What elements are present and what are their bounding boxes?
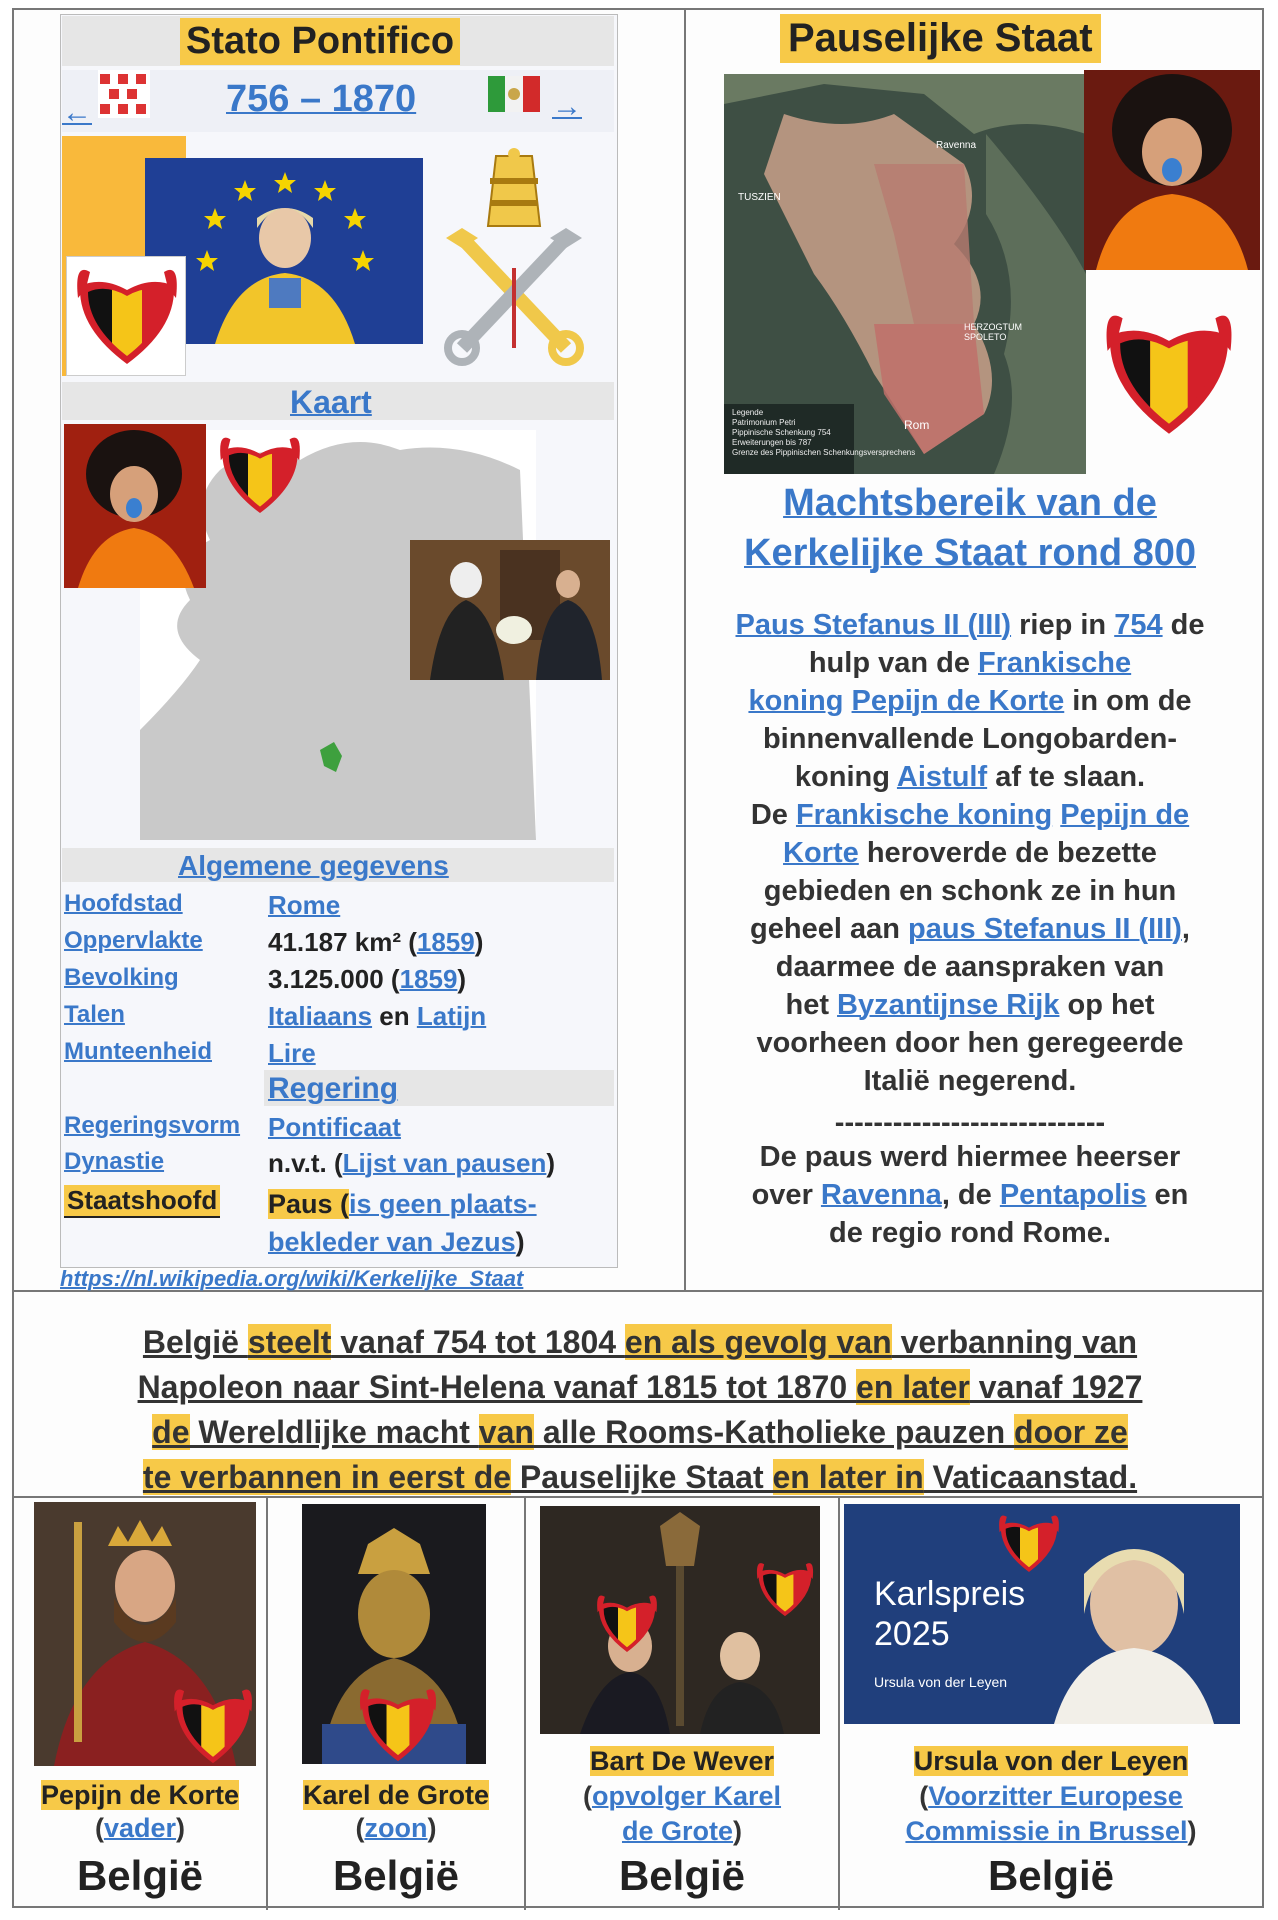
- text-segment: verbanning van: [891, 1324, 1138, 1360]
- text-segment: hulp van de: [808, 647, 979, 679]
- person-role-link[interactable]: Voorzitter Europese: [928, 1781, 1183, 1811]
- people-divider-1: [266, 1496, 268, 1910]
- text-segment: daarmee de aanspraken van: [775, 951, 1165, 983]
- person-relation-link[interactable]: zoon: [364, 1813, 428, 1843]
- statement-line: [20, 1365, 1260, 1410]
- country-label: België: [987, 1852, 1115, 1899]
- text-segment: geheel aan: [750, 913, 908, 945]
- text-segment: gebieden en schonk ze in hun: [763, 875, 1177, 907]
- inline-link[interactable]: paus Stefanus II (III): [907, 913, 1182, 945]
- row-label-dynasty[interactable]: Dynastie: [64, 1148, 165, 1175]
- country-label: België: [332, 1852, 460, 1899]
- belgian-devil-shield-icon: [754, 1556, 816, 1620]
- map-place-tuszien: TUSZIEN: [738, 192, 781, 203]
- belgian-devil-shield-icon: [996, 1508, 1062, 1576]
- italian-link[interactable]: Italiaans: [268, 1001, 373, 1031]
- population-close: ): [457, 964, 467, 994]
- capital-link[interactable]: Rome: [268, 890, 341, 920]
- person-relation-link[interactable]: de Grote: [621, 1816, 734, 1846]
- row-value-languages: [268, 1001, 486, 1032]
- separator-line: ----------------------------: [834, 1107, 1106, 1139]
- row-label-currency[interactable]: Munteenheid: [64, 1038, 212, 1065]
- map-legend-item: Pippinische Schenkung 754: [732, 428, 831, 437]
- person-role-link[interactable]: Commissie in Brussel: [905, 1816, 1188, 1846]
- map-place-rom: Rom: [904, 418, 930, 432]
- text-segment: Vaticaanstad.: [923, 1459, 1138, 1495]
- eu-speech-photo: [145, 158, 423, 344]
- lire-link[interactable]: Lire: [268, 1038, 316, 1068]
- row-value-population: [268, 964, 466, 995]
- highlighted-text: en later in: [772, 1459, 924, 1495]
- row-label-government[interactable]: Regeringsvorm: [64, 1112, 241, 1139]
- person-name: Pepijn de Korte: [40, 1780, 240, 1810]
- text-segment: in om de: [1064, 685, 1192, 717]
- row-label-languages[interactable]: Talen: [64, 1001, 125, 1028]
- languages-and: en: [372, 1001, 417, 1031]
- statement-line: [20, 1410, 1260, 1455]
- text-segment: over: [751, 1179, 821, 1211]
- text-segment: [843, 685, 851, 717]
- head-of-state-link-1[interactable]: is geen plaats-: [349, 1189, 537, 1219]
- patriarch-putin-photo: [410, 540, 610, 680]
- person-name: Bart De Wever: [589, 1746, 775, 1776]
- paragraph-line: [690, 1214, 1250, 1252]
- paragraph-line: [690, 1176, 1250, 1214]
- map-legend-item: Erweiterungen bis 787: [732, 438, 812, 447]
- belgian-devil-shield-icon: [216, 428, 304, 518]
- map-legend-item: Patrimonium Petri: [732, 418, 796, 427]
- row-label-capital[interactable]: Hoofdstad: [64, 890, 183, 917]
- history-paragraph-2: [690, 1138, 1250, 1252]
- text-segment: Napoleon naar Sint-Helena vanaf 1815 tot 1870: [137, 1369, 857, 1405]
- text-segment: koning: [794, 761, 897, 793]
- text-segment: vanaf 754 tot 1804: [331, 1324, 625, 1360]
- highlighted-text: en later: [856, 1369, 970, 1405]
- paragraph-line: [690, 644, 1250, 682]
- prev-arrow-link[interactable]: ←: [62, 96, 92, 129]
- italian-flag-icon: [488, 76, 540, 112]
- column-divider: [684, 8, 686, 1290]
- text-segment: alle Rooms-Katholieke pauzen: [533, 1414, 1015, 1450]
- paragraph-line: [690, 1062, 1250, 1100]
- next-arrow-link[interactable]: →: [552, 90, 582, 123]
- map-legend-item: Grenze des Pippinischen Schenkungsversprechens: [732, 448, 916, 457]
- regering-heading[interactable]: Regering: [268, 1072, 399, 1105]
- karlspreis-year: 2025: [874, 1615, 950, 1653]
- dynasty-close: ): [546, 1148, 556, 1178]
- head-of-state-link-2[interactable]: bekleder van Jezus: [268, 1227, 516, 1257]
- row-value-currency: [268, 1038, 316, 1069]
- map-place-ravenna: Ravenna: [936, 140, 977, 151]
- map-legend-title: Legende: [732, 408, 764, 417]
- inline-link[interactable]: Korte: [783, 837, 859, 869]
- popes-list-link[interactable]: Lijst van pausen: [342, 1148, 547, 1178]
- paragraph-line: [690, 796, 1250, 834]
- map-heading[interactable]: Kaart: [290, 384, 372, 420]
- belgian-devil-shield-icon: [1100, 300, 1238, 442]
- map-legend: [732, 408, 915, 458]
- person-relation-link[interactable]: opvolger Karel: [591, 1781, 782, 1811]
- area-year-link[interactable]: 1859: [416, 927, 475, 957]
- population-value: 3.125.000 (: [268, 964, 400, 994]
- statement-block: [20, 1320, 1260, 1500]
- text-segment: Wereldlijke macht: [189, 1414, 479, 1450]
- belgian-devil-shield-icon: [356, 1680, 440, 1766]
- person-relation-link[interactable]: vader: [103, 1813, 177, 1843]
- papal-flag-icon: [98, 70, 150, 118]
- paragraph-line: [690, 948, 1250, 986]
- person-caption-bart: Bart De Wever (opvolger Karel de Grote): [582, 1746, 782, 1846]
- text-segment: België: [142, 1324, 248, 1360]
- highlighted-text: en als gevolg van: [624, 1324, 892, 1360]
- paragraph-line: [690, 1024, 1250, 1062]
- drag-performer-photo-left: [64, 424, 206, 588]
- text-segment: Pauselijke Staat: [511, 1459, 773, 1495]
- dynasty-value: n.v.t. (: [268, 1148, 343, 1178]
- highlighted-text: de: [152, 1414, 190, 1450]
- infobox-years[interactable]: 756 – 1870: [226, 78, 417, 120]
- statement-line: [20, 1320, 1260, 1365]
- right-title: Pauselijke Staat: [780, 14, 1101, 63]
- row-value-head-of-state: [268, 1185, 537, 1261]
- text-segment: voorheen door hen geregeerde: [756, 1027, 1184, 1059]
- papal-keys-emblem-icon: [432, 148, 596, 366]
- text-segment: de: [1162, 609, 1205, 641]
- text-segment: op het: [1059, 989, 1155, 1021]
- text-segment: De: [750, 799, 796, 831]
- bart-de-wever-photo: [540, 1506, 820, 1734]
- text-segment: ,: [1181, 913, 1190, 945]
- text-segment: heroverde de bezette: [858, 837, 1157, 869]
- paragraph-line: [690, 606, 1250, 644]
- map-place-spoleto: HERZOGTUM SPOLETO: [964, 322, 1022, 342]
- statement-line: [20, 1455, 1260, 1500]
- row-label-head-of-state: Staatshoofd: [64, 1185, 220, 1218]
- paragraph-line: [690, 1138, 1250, 1176]
- map-caption-line-2[interactable]: Kerkelijke Staat rond 800: [744, 532, 1196, 574]
- inline-link[interactable]: Ravenna: [820, 1179, 942, 1211]
- highlighted-text: van: [478, 1414, 534, 1450]
- paragraph-line: [690, 872, 1250, 910]
- text-segment: De paus werd hiermee heerser: [759, 1141, 1181, 1173]
- row-label-population[interactable]: Bevolking: [64, 964, 179, 991]
- map-caption-line-1[interactable]: Machtsbereik van de: [783, 482, 1157, 524]
- highlighted-text: door ze: [1014, 1414, 1128, 1450]
- row-value-capital: [268, 890, 340, 921]
- inline-link[interactable]: koning: [748, 685, 844, 717]
- latin-link[interactable]: Latijn: [416, 1001, 487, 1031]
- general-heading[interactable]: Algemene gegevens: [178, 850, 449, 881]
- text-segment: vanaf 1927: [969, 1369, 1143, 1405]
- pontificate-link[interactable]: Pontificaat: [268, 1112, 401, 1142]
- row-value-dynasty: [268, 1148, 555, 1179]
- inline-link[interactable]: Pepijn de Korte: [851, 685, 1065, 717]
- row-value-government: [268, 1112, 401, 1143]
- person-name: Ursula von der Leyen: [913, 1746, 1189, 1776]
- area-close: ): [474, 927, 484, 957]
- text-segment: riep in: [1011, 609, 1115, 641]
- inline-link[interactable]: Byzantijnse Rijk: [837, 989, 1060, 1021]
- country-label: België: [618, 1852, 746, 1899]
- history-paragraph-1: [690, 606, 1250, 1100]
- head-of-state-close: ): [515, 1227, 525, 1257]
- inline-link[interactable]: Aistulf: [896, 761, 988, 793]
- source-url[interactable]: https://nl.wikipedia.org/wiki/Kerkelijke_Staat: [60, 1266, 524, 1291]
- text-segment: af te slaan.: [987, 761, 1146, 793]
- belgian-devil-shield-icon: [594, 1588, 660, 1656]
- inline-link[interactable]: Frankische koning: [795, 799, 1053, 831]
- country-label: België: [76, 1852, 204, 1899]
- inline-link[interactable]: Paus Stefanus II (III): [735, 609, 1012, 641]
- population-year-link[interactable]: 1859: [399, 964, 458, 994]
- text-segment: Italië negerend.: [863, 1065, 1077, 1097]
- person-caption-pepijn: Pepijn de Korte (vader): [40, 1780, 240, 1843]
- person-name: Karel de Grote: [302, 1780, 490, 1810]
- inline-link[interactable]: Frankische: [978, 647, 1132, 679]
- belgian-devil-shield-icon: [72, 258, 182, 370]
- belgian-devil-shield-icon: [170, 1680, 256, 1768]
- row-label-area[interactable]: Oppervlakte: [64, 927, 203, 954]
- inline-link[interactable]: Pepijn de: [1060, 799, 1190, 831]
- text-segment: , de: [941, 1179, 1000, 1211]
- paragraph-line: [690, 986, 1250, 1024]
- row-value-area: [268, 927, 483, 958]
- person-caption-karel: Karel de Grote (zoon): [302, 1780, 490, 1843]
- area-value: 41.187 km² (: [268, 927, 417, 957]
- map-caption[interactable]: [690, 478, 1250, 578]
- paragraph-line: [690, 720, 1250, 758]
- inline-link[interactable]: 754: [1114, 609, 1163, 641]
- paragraph-line: [690, 682, 1250, 720]
- inline-link[interactable]: Pentapolis: [999, 1179, 1147, 1211]
- head-of-state-value: Paus (: [268, 1189, 350, 1219]
- paragraph-line: [690, 758, 1250, 796]
- text-segment: binnenvallende Longobarden-: [762, 723, 1178, 755]
- paragraph-line: [690, 834, 1250, 872]
- drag-performer-photo-right: [1084, 70, 1260, 270]
- highlighted-text: te verbannen in eerst de: [142, 1459, 512, 1495]
- person-caption-ursula: Ursula von der Leyen (Voorzitter Europese Commissie in Brussel): [905, 1746, 1197, 1846]
- karlspreis-name: Ursula von der Leyen: [874, 1674, 1008, 1690]
- karlspreis-title: Karlspreis: [874, 1575, 1026, 1613]
- text-segment: de regio rond Rome.: [829, 1217, 1111, 1249]
- paragraph-line: [690, 910, 1250, 948]
- text-segment: en: [1146, 1179, 1189, 1211]
- text-segment: het: [785, 989, 838, 1021]
- infobox-title: Stato Pontifico: [180, 18, 460, 65]
- highlighted-text: steelt: [247, 1324, 332, 1360]
